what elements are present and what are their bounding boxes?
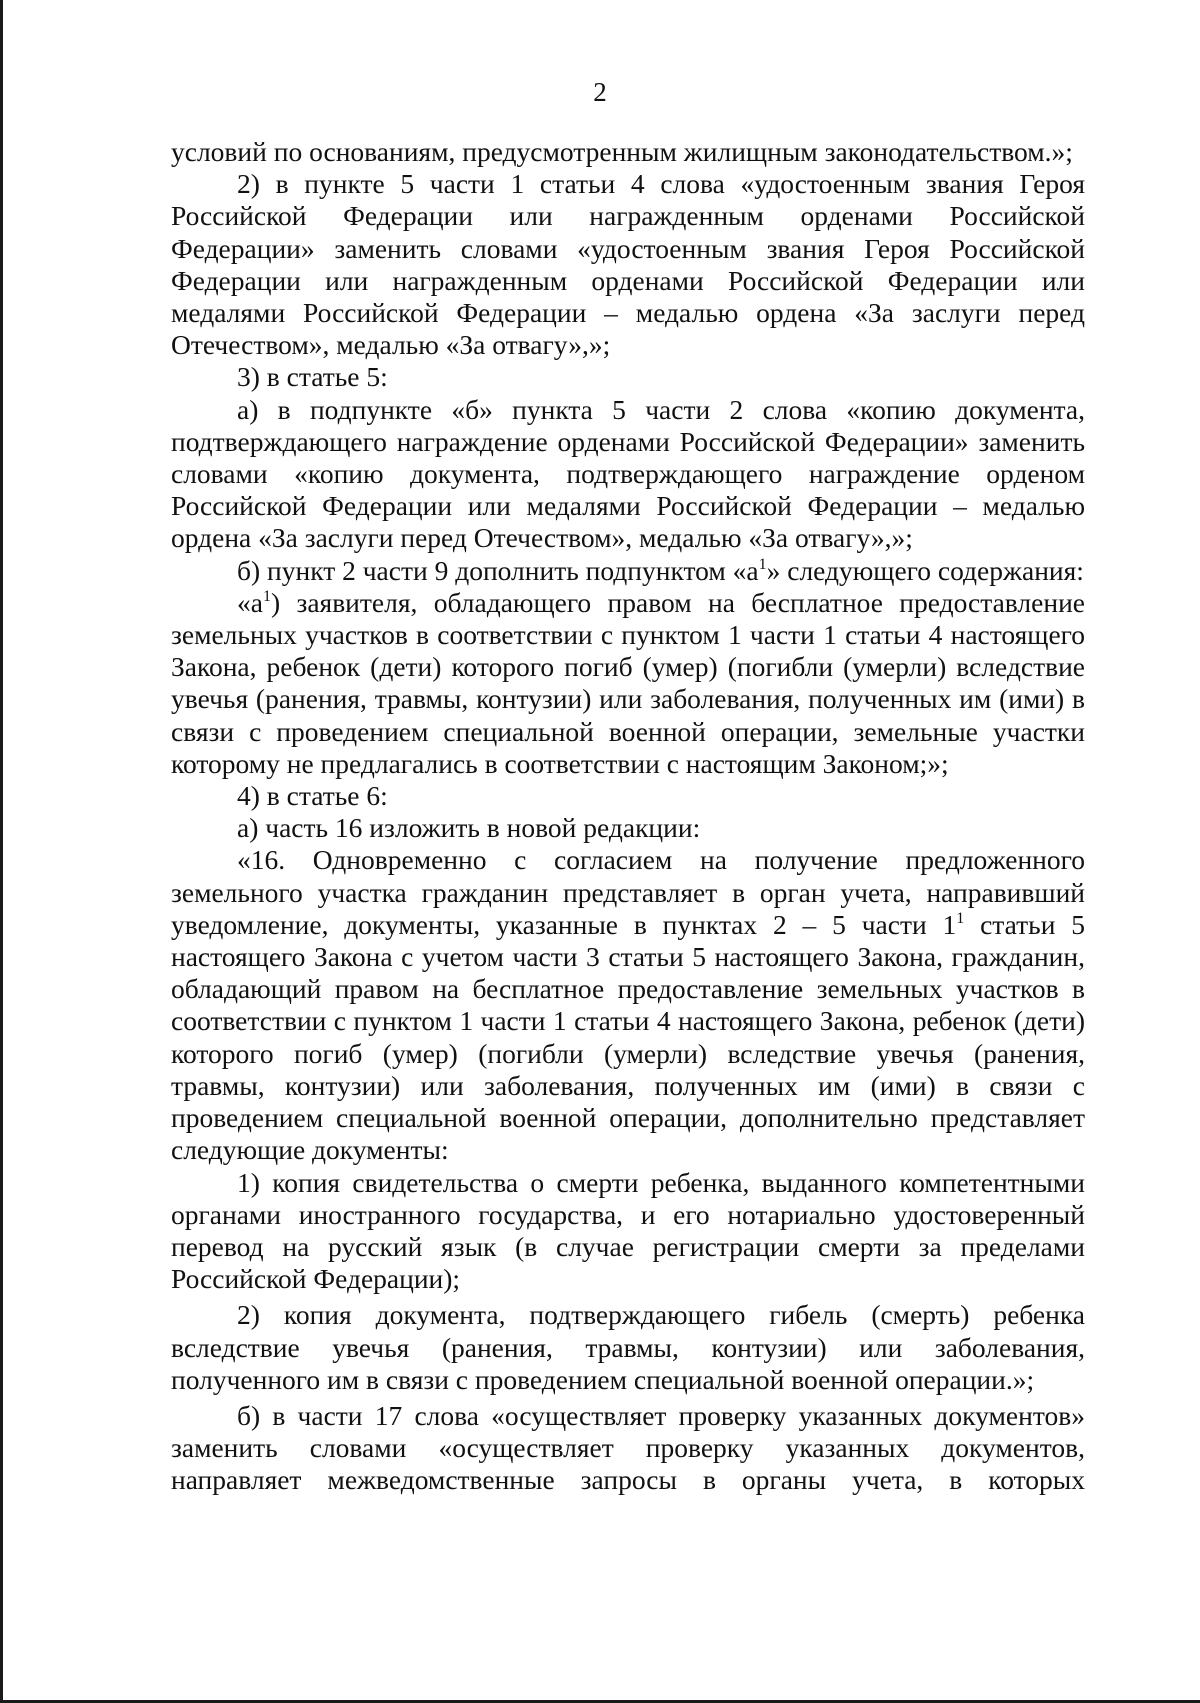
superscript: 1 [262, 587, 271, 605]
text-run: б) пункт 2 части 9 дополнить подпунктом «а [237, 554, 759, 586]
paragraph-quoted-16 [171, 844, 1085, 1166]
text-run: » следующего содержания: [766, 554, 1084, 586]
page-number: 2 [593, 77, 607, 107]
paragraph-item-4: 4) в статье 6: [237, 780, 388, 812]
text-run: статьи 5 настоящего Закона с учетом части 3 статьи 5 настоящего Закона, гражданин, обладающий правом на бесплатное предоставление земельных участков в соответствии с пунктом 1 части 1 статьи 4 настоящего Закона, ребенок (дети) которого погиб (умер) (погибли (умерли) вследствие увечья (ранения, травмы, контузии) или заболевания, полученных им (ими) в связи с проведением специальной военной операции, дополнительно представляет следующие документы: [171, 908, 1085, 1166]
document-body [171, 136, 1085, 1497]
paragraph-subitem-b [171, 555, 1085, 587]
text-run: ) заявителя, обладающего правом на бесплатное предоставление земельных участков в соответствии с пунктом 1 части 1 статьи 4 настоящего Закона, ребенок (дети) которого погиб (умер) (погибли (умерли) вследствие увечья (ранения, травмы, контузии) или заболевания, полученных им (ими) в связи с проведением специальной военной операции, земельные участки которому не предлагались в соответствии с настоящим Законом;»; [171, 586, 1085, 779]
paragraph-subitem-a: а) в подпункте «б» пункта 5 части 2 слова «копию документа, подтверждающего награждение орденами Российской Федерации» заменить словами «копию документа, подтверждающего награждение орденом Российской Федерации или медалями Российской Федерации – медалью ордена «За заслуги перед Отечеством», медалью «За отвагу»,»; [171, 393, 1085, 554]
paragraph-subitem-b-article6: б) в части 17 слова «осуществляет проверку указанных документов» заменить словами «осуществляет проверку указанных документов, направляет межведомственные запросы в органы учета, в которых [171, 1399, 1085, 1496]
paragraph-document-2: 2) копия документа, подтверждающего гибель (смерть) ребенка вследствие увечья (ранения, травмы, контузии) или заболевания, полученного им в связи с проведением специальной военной операции.»; [171, 1299, 1085, 1395]
superscript: 1 [956, 909, 965, 927]
text-run: «а [237, 586, 263, 618]
scan-edge-left [0, 0, 3, 1703]
superscript: 1 [758, 555, 767, 573]
paragraph-item-3: 3) в статье 5: [237, 361, 388, 393]
paragraph-document-1: 1) копия свидетельства о смерти ребенка, выданного компетентными органами иностранного государства, и его нотариально удостоверенный перевод на русский язык (в случае регистрации смерти за пределами Российской Федерации); [171, 1166, 1085, 1295]
paragraph-continuation: условий по основаниям, предусмотренным жилищным законодательством.»; [171, 136, 1073, 167]
paragraph-item-2: 2) в пункте 5 части 1 статьи 4 слова «удостоенным звания Героя Российской Федерации или награжденным орденами Российской Федерации» заменить словами «удостоенным звания Героя Российской Федерации или награжденным орденами Российской Федерации или медалями Российской Федерации – медалью ордена «За заслуги перед Отечеством», медалью «За отвагу»,»; [171, 168, 1085, 361]
text-run: «16. Одновременно с согласием на получение предложенного земельного участка гражданин представляет в орган учета, направивший уведомление, документы, указанные в пунктах 2 – 5 части 1 [171, 844, 1085, 940]
paragraph-quoted-a1 [171, 587, 1085, 780]
paragraph-subitem-a-article6: а) часть 16 изложить в новой редакции: [237, 812, 701, 844]
